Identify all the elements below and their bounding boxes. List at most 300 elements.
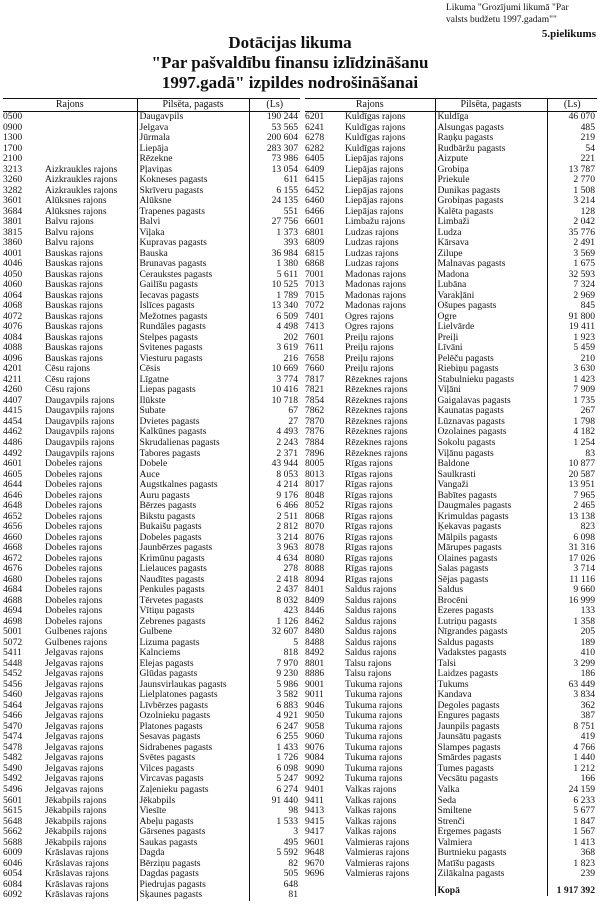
table-row — [3, 270, 300, 281]
row-code: 4698 — [3, 616, 23, 627]
row-code: 6282 — [305, 143, 325, 154]
row-district: Madonas rajons — [345, 290, 407, 301]
row-district: Tukuma rajons — [345, 742, 403, 753]
row-code: 7876 — [305, 427, 325, 438]
row-code: 9670 — [305, 858, 325, 869]
row-amount: 190 244 — [249, 112, 300, 123]
row-district: Jēkabpils rajons — [45, 806, 107, 817]
row-code: 9648 — [305, 848, 325, 859]
row-place: Trapenes pagasts — [137, 207, 249, 218]
row-code: 7821 — [305, 385, 325, 396]
row-amount: 6 155 — [249, 186, 300, 197]
row-district: Alūksnes rajons — [45, 196, 107, 207]
row-district: Krāslavas rajons — [45, 879, 109, 890]
row-amount: 7 909 — [547, 385, 597, 396]
row-code: 6601 — [305, 217, 325, 228]
row-code: 7658 — [305, 353, 325, 364]
row-district: Jelgavas rajons — [45, 679, 104, 690]
row-place: Dobele — [137, 459, 249, 470]
table-row — [305, 459, 597, 470]
row-amount: 3 963 — [249, 543, 300, 554]
row-district: Valkas rajons — [345, 827, 397, 838]
row-amount: 186 — [547, 669, 597, 680]
row-amount: 1 212 — [547, 764, 597, 775]
row-amount: 210 — [547, 354, 597, 365]
row-code: 7611 — [305, 343, 324, 354]
table-row — [305, 848, 597, 859]
table-row — [305, 585, 597, 596]
row-code: 5662 — [3, 827, 23, 838]
row-code: 8078 — [305, 543, 325, 554]
row-amount: 393 — [249, 238, 300, 249]
row-amount: 2 243 — [249, 438, 300, 449]
row-district: Tukuma rajons — [345, 679, 403, 690]
row-code: 4646 — [3, 490, 23, 501]
table-row — [305, 722, 597, 733]
row-amount: 10 718 — [249, 396, 300, 407]
row-district: Tukuma rajons — [345, 721, 403, 732]
row-amount: 423 — [249, 606, 300, 617]
row-district: Aizkraukles rajons — [45, 175, 118, 186]
row-amount: 3 619 — [249, 343, 300, 354]
table-row — [305, 774, 597, 785]
row-district: Ludzas rajons — [345, 259, 399, 270]
column-header-amount: (Ls) — [249, 99, 300, 112]
row-place: Gulbene — [137, 627, 249, 638]
row-district: Jēkabpils rajons — [45, 795, 107, 806]
row-code: 4415 — [3, 406, 23, 417]
row-district: Bauskas rajons — [45, 259, 103, 270]
row-place: Nīgrandes pagasts — [435, 627, 547, 638]
row-code: 8492 — [305, 648, 325, 659]
row-place: Liepāja — [137, 144, 249, 155]
row-amount: 283 307 — [249, 144, 300, 155]
row-district: Ludzas rajons — [345, 238, 399, 249]
row-district: Rēzeknes rajons — [345, 437, 408, 448]
row-district: Krāslavas rajons — [45, 848, 109, 859]
row-place: Saldus — [435, 585, 547, 596]
row-amount: 13 054 — [249, 165, 300, 176]
row-code: 8446 — [305, 606, 325, 617]
table-row — [305, 606, 597, 617]
row-district: Saldus rajons — [345, 637, 397, 648]
row-code: 7862 — [305, 406, 325, 417]
row-district: Dobeles rajons — [45, 501, 103, 512]
row-code: 8088 — [305, 564, 325, 575]
row-district: Saldus rajons — [345, 595, 397, 606]
row-amount: 205 — [547, 627, 597, 638]
row-amount: 27 756 — [249, 217, 300, 228]
row-place: Zebrenes pagasts — [137, 617, 249, 628]
row-district: Dobeles rajons — [45, 595, 103, 606]
row-amount: 2 511 — [249, 512, 300, 523]
row-code: 8480 — [305, 627, 325, 638]
row-code: 2100 — [3, 154, 23, 165]
row-code: 7013 — [305, 280, 325, 291]
row-place: Seda — [435, 796, 547, 807]
row-code: 5001 — [3, 627, 23, 638]
row-place: Bērziņu pagasts — [137, 859, 249, 870]
row-code: 4046 — [3, 259, 23, 270]
row-district: Cēsu rajons — [45, 364, 91, 375]
row-place: Subate — [137, 406, 249, 417]
row-amount: 2 770 — [547, 175, 597, 186]
row-place: Mežotnes pagasts — [137, 312, 249, 323]
row-place: Malnavas pagasts — [435, 259, 547, 270]
row-place: Grobiņas pagasts — [435, 196, 547, 207]
row-code: 4064 — [3, 290, 23, 301]
table-row — [3, 701, 300, 712]
row-place: Riebiņu pagasts — [435, 364, 547, 375]
table-row — [3, 711, 300, 722]
row-amount: 91 440 — [249, 796, 300, 807]
row-amount: 1 726 — [249, 753, 300, 764]
row-place: Sokolu pagasts — [435, 438, 547, 449]
row-code: 5072 — [3, 637, 23, 648]
table-row — [305, 217, 597, 228]
row-district: Valkas rajons — [345, 785, 397, 795]
row-place: Valka — [435, 785, 547, 796]
row-district: Rēzeknes rajons — [345, 416, 408, 427]
table-row — [3, 343, 300, 354]
row-district: Daugavpils rajons — [45, 437, 115, 448]
row-amount: 133 — [547, 606, 597, 617]
row-district: Bauskas rajons — [45, 322, 103, 333]
table-header-row — [305, 99, 597, 112]
row-amount: 4 493 — [249, 427, 300, 438]
row-place: Kokneses pagasts — [137, 175, 249, 186]
row-code: 4688 — [3, 595, 23, 606]
row-code: 7817 — [305, 374, 325, 385]
row-amount: 1 254 — [547, 438, 597, 449]
row-amount: 1 923 — [547, 333, 597, 344]
row-code: 8076 — [305, 532, 325, 543]
row-code: 8401 — [305, 585, 325, 596]
row-district: Rēzeknes rajons — [345, 385, 408, 396]
row-code: 4672 — [3, 553, 23, 564]
row-code: 4684 — [3, 585, 23, 596]
row-place: Engures pagasts — [435, 711, 547, 722]
row-district: Tukuma rajons — [345, 711, 403, 722]
row-district: Liepājas rajons — [345, 196, 404, 207]
table-row — [3, 806, 300, 817]
row-code: 6460 — [305, 196, 325, 207]
row-place: Svitenes pagasts — [137, 343, 249, 354]
row-amount: 202 — [249, 333, 300, 344]
row-code: 5470 — [3, 721, 23, 732]
row-amount: 6 466 — [249, 501, 300, 512]
row-amount: 2 812 — [249, 522, 300, 533]
row-amount: 267 — [547, 406, 597, 417]
row-place: Viļānu pagasts — [435, 449, 547, 460]
row-district: Daugavpils rajons — [45, 416, 115, 427]
row-place: Jaunsātu pagasts — [435, 732, 547, 743]
row-place: Dobeles pagasts — [137, 533, 249, 544]
column-header-district: Rajons — [305, 99, 435, 112]
law-reference-line-2: valsts budžetu 1997.gadam"" — [446, 15, 557, 25]
table-row — [3, 848, 300, 859]
row-code: 8005 — [305, 459, 325, 470]
row-district: Jelgavas rajons — [45, 690, 104, 701]
row-code: 8048 — [305, 490, 325, 501]
row-place: Raņķu pagasts — [435, 133, 547, 144]
row-amount: 1 380 — [249, 259, 300, 270]
row-code: 5411 — [3, 648, 22, 659]
row-district: Rīgas rajons — [345, 501, 393, 512]
table-row — [3, 522, 300, 533]
row-place: Liepas pagasts — [137, 385, 249, 396]
row-amount: 4 182 — [547, 427, 597, 438]
row-district: Dobeles rajons — [45, 511, 103, 522]
row-place: Dagda — [137, 848, 249, 859]
row-district: Jelgavas rajons — [45, 700, 104, 711]
row-district: Kuldīgas rajons — [345, 111, 406, 122]
row-district — [43, 144, 137, 155]
row-place: Līgatne — [137, 375, 249, 386]
row-place: Kalkūnes pagasts — [137, 427, 249, 438]
row-code: 9413 — [305, 806, 325, 817]
row-code: 4644 — [3, 480, 23, 491]
row-place: Skrudalienas pagasts — [137, 438, 249, 449]
row-place: Lielplatones pagasts — [137, 690, 249, 701]
table-row — [3, 186, 300, 197]
row-code: 6009 — [3, 848, 23, 859]
row-district: Aizkraukles rajons — [45, 185, 118, 196]
row-code: 4050 — [3, 269, 23, 280]
row-place: Babītes pagasts — [435, 491, 547, 502]
table-row — [305, 333, 597, 344]
row-amount: 82 — [249, 859, 300, 870]
row-place: Kalnciems — [137, 648, 249, 659]
row-code: 6201 — [305, 111, 325, 122]
row-place: Šķaunes pagasts — [137, 890, 249, 901]
row-amount: 13 951 — [547, 480, 597, 491]
table-row — [305, 785, 597, 796]
row-amount: 3 299 — [547, 659, 597, 670]
table-row — [305, 753, 597, 764]
table-row — [3, 743, 300, 754]
row-amount: 6 247 — [249, 722, 300, 733]
table-row — [3, 417, 300, 428]
row-district: Rīgas rajons — [345, 574, 393, 585]
table-row — [3, 512, 300, 523]
row-place: Krimūnu pagasts — [137, 554, 249, 565]
row-code: 4676 — [3, 564, 23, 575]
row-place: Ērgemes pagasts — [435, 827, 547, 838]
row-place: Brunavas pagasts — [137, 259, 249, 270]
row-place: Daugmales pagasts — [435, 501, 547, 512]
row-code: 9696 — [305, 869, 325, 880]
table-row — [3, 144, 300, 155]
row-district: Bauskas rajons — [45, 353, 103, 364]
row-code: 4462 — [3, 427, 23, 438]
row-amount: 3 582 — [249, 690, 300, 701]
table-row — [305, 817, 597, 828]
table-row — [305, 764, 597, 775]
row-district: Jēkabpils rajons — [45, 816, 107, 827]
row-code: 8080 — [305, 553, 325, 564]
table-row — [305, 165, 597, 176]
row-district: Dobeles rajons — [45, 553, 103, 564]
row-code: 5688 — [3, 837, 23, 848]
table-row — [3, 796, 300, 807]
row-code: 4668 — [3, 543, 23, 554]
row-place: Zilupe — [435, 249, 547, 260]
row-place: Svētes pagasts — [137, 753, 249, 764]
grants-table-left — [3, 98, 300, 901]
row-place: Kupravas pagasts — [137, 238, 249, 249]
table-row — [3, 175, 300, 186]
row-district: Saldus rajons — [345, 606, 397, 617]
table-row — [305, 196, 597, 207]
row-place: Alūksne — [137, 196, 249, 207]
row-district: Jelgavas rajons — [45, 785, 104, 795]
row-district: Limbažu rajons — [345, 217, 405, 228]
table-row — [3, 459, 300, 470]
table-row — [305, 270, 597, 281]
row-code: 8094 — [305, 574, 325, 585]
row-district: Jelgavas rajons — [45, 711, 104, 722]
table-row — [3, 501, 300, 512]
row-district: Rēzeknes rajons — [345, 406, 408, 417]
row-code: 4694 — [3, 606, 23, 617]
row-amount: 4 634 — [249, 554, 300, 565]
table-row — [3, 890, 300, 901]
row-code: 7001 — [305, 269, 325, 280]
row-place: Pelēču pagasts — [435, 354, 547, 365]
row-place: Grobiņa — [435, 165, 547, 176]
row-amount: 387 — [547, 711, 597, 722]
row-amount: 13 787 — [547, 165, 597, 176]
row-amount: 46 070 — [547, 112, 597, 123]
row-code: 6409 — [305, 164, 325, 175]
row-amount: 17 026 — [547, 554, 597, 565]
row-amount: 32 607 — [249, 627, 300, 638]
row-place: Lizuma pagasts — [137, 638, 249, 649]
row-code: 5492 — [3, 774, 23, 785]
row-code: 9001 — [305, 679, 325, 690]
row-code: 6466 — [305, 206, 325, 217]
row-code: 1700 — [3, 143, 23, 154]
row-amount: 8 032 — [249, 596, 300, 607]
row-amount: 3 774 — [249, 375, 300, 386]
row-district: Dobeles rajons — [45, 616, 103, 627]
row-district: Dobeles rajons — [45, 574, 103, 585]
table-row — [305, 554, 597, 565]
row-amount: 239 — [547, 869, 597, 880]
row-place: Degoles pagasts — [435, 701, 547, 712]
row-district: Daugavpils rajons — [45, 406, 115, 417]
table-row — [305, 512, 597, 523]
row-code: 4407 — [3, 395, 23, 406]
table-row — [305, 564, 597, 575]
row-district: Liepājas rajons — [345, 164, 404, 175]
row-place: Zilākalna pagasts — [435, 869, 547, 880]
row-district: Liepājas rajons — [345, 175, 404, 186]
row-district: Dobeles rajons — [45, 522, 103, 533]
row-place: Glūdas pagasts — [137, 669, 249, 680]
row-place: Vītiņu pagasts — [137, 606, 249, 617]
row-amount: 6 255 — [249, 732, 300, 743]
row-district: Dobeles rajons — [45, 532, 103, 543]
row-place: Ozolnieku pagasts — [137, 711, 249, 722]
row-place: Lielvārde — [435, 322, 547, 333]
row-amount: 5 986 — [249, 680, 300, 691]
row-place: Vilces pagasts — [137, 764, 249, 775]
table-row — [3, 606, 300, 617]
row-code: 6415 — [305, 175, 325, 186]
row-place: Saulkrasti — [435, 470, 547, 481]
page-title-line-3: 1997.gadā" izpildes nodrošināšanai — [161, 73, 419, 92]
row-district: Preiļu rajons — [345, 364, 394, 375]
row-code: 8886 — [305, 669, 325, 680]
row-code: 8801 — [305, 658, 325, 669]
table-row — [305, 827, 597, 838]
table-row — [3, 543, 300, 554]
row-amount: 10 669 — [249, 364, 300, 375]
table-row — [305, 470, 597, 481]
row-place: Ogre — [435, 312, 547, 323]
row-code: 9084 — [305, 753, 325, 764]
table-row — [3, 427, 300, 438]
row-place: Ilūkste — [137, 396, 249, 407]
table-row — [3, 438, 300, 449]
row-place: Rudbāržu pagasts — [435, 144, 547, 155]
table-row — [3, 112, 300, 123]
row-amount: 845 — [547, 301, 597, 312]
row-place: Elejas pagasts — [137, 659, 249, 670]
row-amount: 8 751 — [547, 722, 597, 733]
row-place: Jūrmala — [137, 133, 249, 144]
row-place: Krimuldas pagasts — [435, 512, 547, 523]
row-district: Rīgas rajons — [345, 480, 393, 491]
row-amount: 495 — [249, 838, 300, 849]
row-code: 4060 — [3, 280, 23, 291]
row-amount: 24 135 — [249, 196, 300, 207]
row-amount: 5 459 — [547, 343, 597, 354]
row-district: Talsu rajons — [345, 669, 392, 680]
table-row — [305, 690, 597, 701]
row-place: Zaļenieku pagasts — [137, 785, 249, 796]
row-district: Madonas rajons — [345, 280, 407, 291]
row-code: 7401 — [305, 311, 325, 322]
row-place: Stelpes pagasts — [137, 333, 249, 344]
table-row — [3, 859, 300, 870]
row-amount: 1 508 — [547, 186, 597, 197]
table-row — [3, 680, 300, 691]
row-place: Jēkabpils — [137, 796, 249, 807]
row-place: Sesavas pagasts — [137, 732, 249, 743]
row-district: Kuldīgas rajons — [345, 122, 406, 133]
row-amount: 5 247 — [249, 774, 300, 785]
row-amount: 32 593 — [547, 270, 597, 281]
table-row — [3, 259, 300, 270]
table-row — [305, 701, 597, 712]
row-amount: 485 — [547, 123, 597, 134]
row-code: 4001 — [3, 248, 23, 259]
row-amount: 36 984 — [249, 249, 300, 260]
row-district: Ogres rajons — [345, 322, 394, 333]
row-code: 5615 — [3, 806, 23, 817]
table-row — [305, 575, 597, 586]
row-amount: 1 675 — [547, 259, 597, 270]
table-row — [3, 406, 300, 417]
row-place: Viesīte — [137, 806, 249, 817]
row-amount: 362 — [547, 701, 597, 712]
row-amount: 216 — [249, 354, 300, 365]
row-code: 4096 — [3, 353, 23, 364]
row-district: Bauskas rajons — [45, 332, 103, 343]
